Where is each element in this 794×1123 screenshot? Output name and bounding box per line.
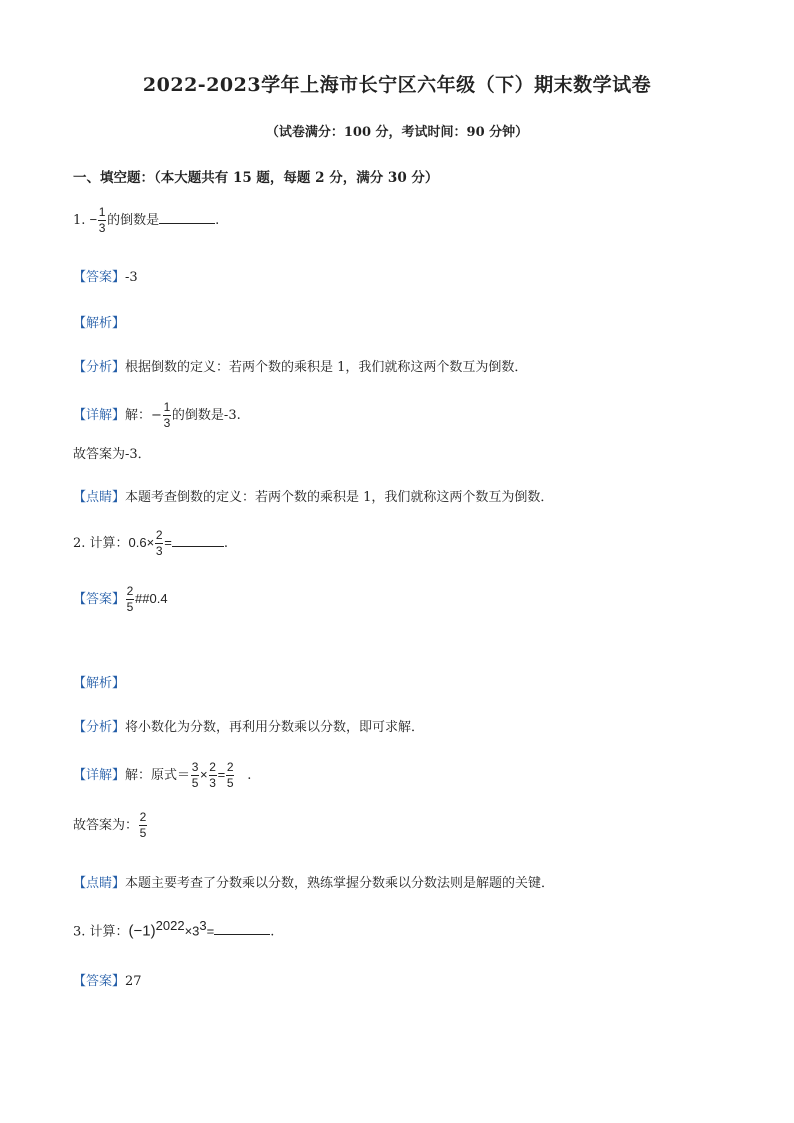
question-3: 3. 计算：$(-1)^{2022}\times 3^3=$ .: [73, 918, 275, 940]
answer-value: -3: [125, 270, 138, 285]
answer-blank: [214, 922, 270, 935]
section-header: 一、填空题：（本大题共有 15 题，每题 2 分，满分 30 分）: [73, 170, 439, 186]
exam-info: （试卷满分：100 分，考试时间：90 分钟）: [265, 125, 529, 140]
answer-3: 【答案】27: [73, 974, 142, 989]
analysis-1: 【分析】根据倒数的定义：若两个数的乘积是 1，我们就称这两个数互为倒数．: [73, 360, 528, 375]
fraction: $\frac{1}{3}$: [163, 400, 171, 430]
answer-2: 【答案】 $\frac{2}{5}$ ##0.4: [73, 584, 168, 614]
remark-2: 【点睛】本题主要考查了分数乘以分数，熟练掌握分数乘以分数法则是解题的关键．: [73, 876, 555, 891]
fraction: $\frac{1}{3}$: [98, 205, 106, 235]
answer-blank: [159, 211, 215, 224]
answer-1: [73, 266, 138, 285]
question-text: 的倒数是: [107, 213, 160, 228]
answer-blank: [172, 534, 224, 547]
question-1: 1. − $\frac{1}{3}$ 的倒数是 .: [73, 205, 220, 235]
page-title: 2022-2023学年上海市长宁区六年级（下）期末数学试卷: [142, 74, 652, 96]
conclusion-2: 故答案为： $\frac{2}{5}$: [73, 810, 147, 840]
question-number: 1.: [73, 213, 86, 228]
question-2: 2. 计算：0.6× $\frac{2}{3}$ = .: [73, 528, 228, 558]
solution-1: 【详解】解：− $\frac{1}{3}$ 的倒数是-3.: [73, 400, 241, 430]
answer-tag: 【答案】: [73, 270, 126, 285]
analysis-heading: 【解析】: [73, 316, 126, 331]
answer-alt: ##0.4: [135, 591, 168, 606]
solution-2: 【详解】解：原式＝ $\frac{3}{5}$ × $\frac{2}{3}$ = $\frac{2}{5}$ .: [73, 760, 252, 790]
remark-1: 【点睛】本题考查倒数的定义：若两个数的乘积是 1，我们就称这两个数互为倒数．: [73, 490, 554, 505]
analysis-2: 【分析】将小数化为分数，再利用分数乘以分数，即可求解．: [73, 720, 425, 735]
conclusion-1: 故答案为-3．: [73, 447, 151, 462]
fraction: $\frac{2}{5}$: [126, 584, 134, 614]
minus-sign: −: [89, 212, 98, 227]
fraction: $\frac{2}{3}$: [155, 528, 163, 558]
analysis-heading: 【解析】: [73, 676, 126, 691]
